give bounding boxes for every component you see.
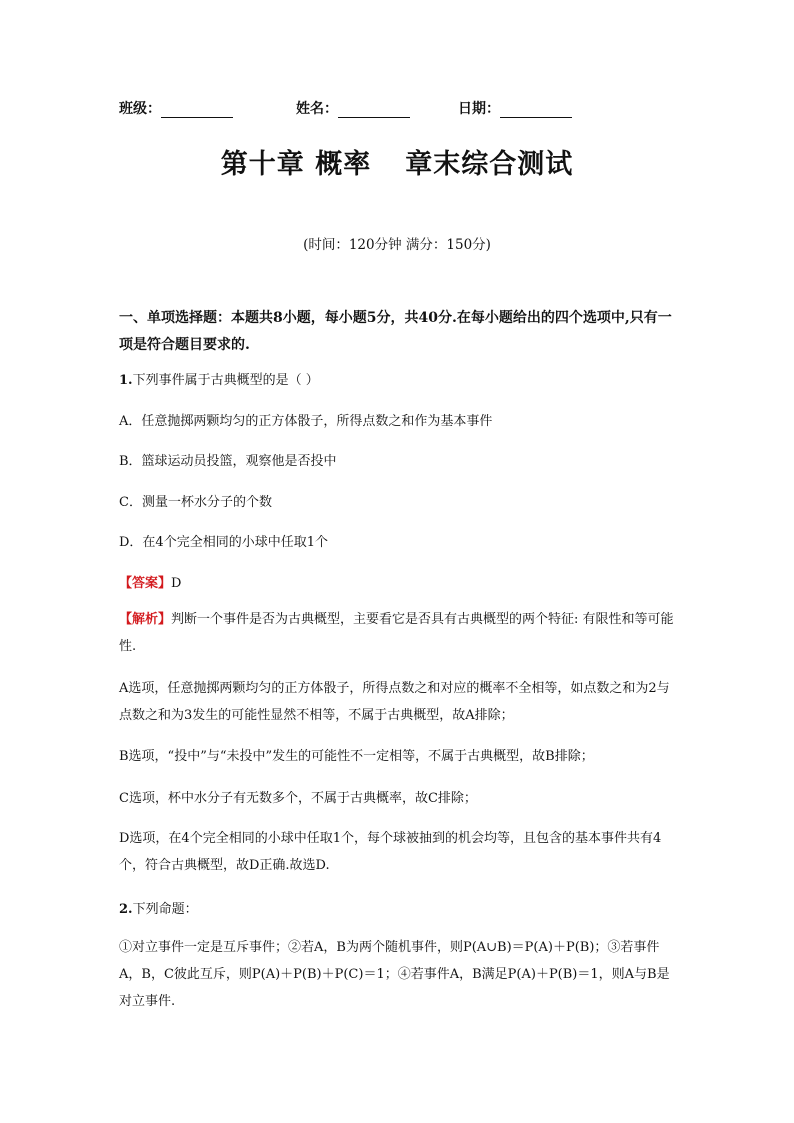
question-2-stem [119, 898, 679, 917]
class-blank[interactable] [161, 103, 233, 118]
explanation-b: B选项，“投中”与“未投中”发生的可能性不一定相等，不属于古典概型，故B排除； [119, 749, 594, 764]
question-2-body: ①对立事件一定是互斥事件；②若A，B为两个随机事件，则P(A∪B)＝P(A)＋P(B)；③若事件A，B，C彼此互斥，则P(A)＋P(B)＋P(C)＝1；④若事件A，B满足P(A)＋P(B)＝1，则A与B是对立事件. [119, 940, 670, 1009]
page-title [0, 142, 794, 181]
exam-info: (时间：120分钟 满分：150分) [303, 237, 491, 253]
date-field [458, 98, 572, 118]
question-1-stem [119, 369, 679, 388]
class-label: 班级： [119, 101, 161, 117]
question-2-number: 2. [119, 902, 133, 917]
option-a: A．任意抛掷两颗均匀的正方体骰子，所得点数之和作为基本事件 [119, 414, 493, 429]
option-d: D．在4个完全相同的小球中任取1个 [119, 535, 328, 550]
question-2-text: 下列命题： [132, 902, 198, 917]
title-part1: 第十章 概率 [220, 149, 372, 180]
answer-value: D [171, 576, 182, 591]
option-b: B．篮球运动员投篮，观察他是否投中 [119, 454, 337, 469]
question-1-text: 下列事件属于古典概型的是（ ） [132, 373, 319, 388]
date-label: 日期： [458, 101, 500, 117]
explanation-c: C选项，杯中水分子有无数多个，不属于古典概率，故C排除； [119, 791, 477, 806]
section-heading: 一、单项选择题：本题共8小题，每小题5分，共40分.在每小题给出的四个选项中,只有一项是符合题目要求的. [119, 310, 672, 353]
title-part2: 章末综合测试 [405, 149, 574, 180]
name-field [296, 98, 410, 118]
header-row [0, 98, 794, 120]
analysis-text: 判断一个事件是否为古典概型，主要看它是否具有古典概型的两个特征: 有限性和等可能性. [119, 612, 674, 654]
name-blank[interactable] [338, 103, 410, 118]
analysis-tag: 【解析】 [119, 612, 172, 627]
question-1-number: 1. [119, 373, 133, 388]
explanation-d: D选项，在4个完全相同的小球中任取1个，每个球被抽到的机会均等，且包含的基本事件共有4个，符合古典概型，故D正确.故选D. [119, 831, 662, 873]
class-field [119, 98, 233, 118]
answer-line [119, 572, 679, 591]
explanation-a: A选项，任意抛掷两颗均匀的正方体骰子，所得点数之和对应的概率不全相等，如点数之和为2与点数之和为3发生的可能性显然不相等，不属于古典概型，故A排除； [119, 681, 670, 723]
name-label: 姓名： [296, 101, 338, 117]
analysis-paragraph [119, 606, 679, 660]
answer-tag: 【答案】 [119, 576, 172, 591]
date-blank[interactable] [500, 103, 572, 118]
option-c: C．测量一杯水分子的个数 [119, 495, 272, 510]
